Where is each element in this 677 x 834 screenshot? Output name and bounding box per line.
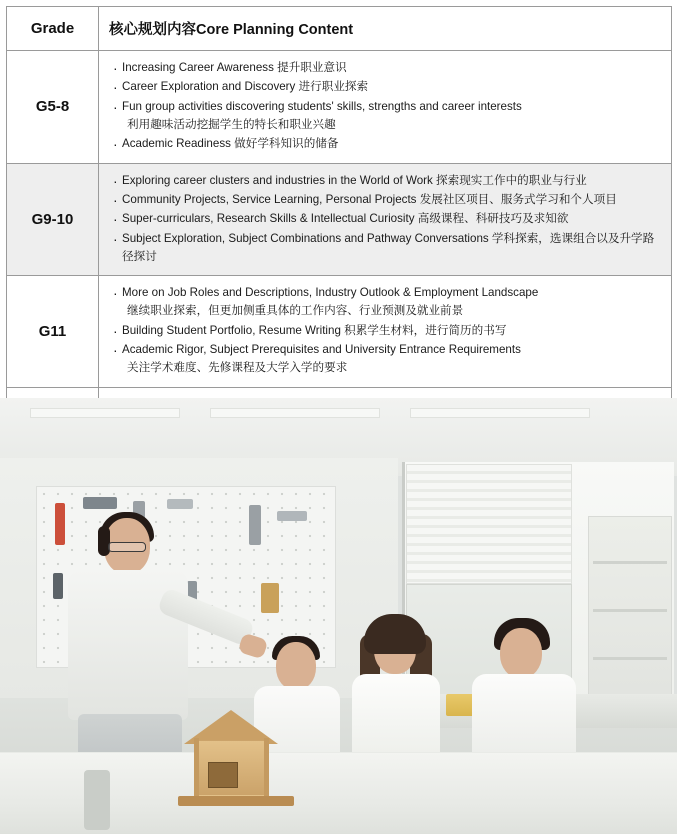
list-item-text: Subject Exploration, Subject Combinations and Pathway Conversations 学科探索，选课组合以及升学路径探讨 — [122, 231, 655, 263]
grade-cell: G5-8 — [7, 51, 99, 164]
content-list — [111, 172, 661, 267]
table-row — [7, 163, 672, 276]
list-item — [111, 341, 661, 378]
classroom-photo — [0, 398, 677, 834]
content-cell — [99, 51, 672, 164]
list-item — [111, 172, 661, 190]
list-item-text: Exploring career clusters and industries in the World of Work 探索现实工作中的职业与行业 — [122, 173, 587, 187]
table-header-row — [7, 7, 672, 51]
glasses-icon — [108, 542, 146, 552]
right-shelving-unit — [588, 516, 672, 712]
table-header — [7, 7, 672, 51]
list-item-text: Academic Readiness 做好学科知识的储备 — [122, 137, 339, 151]
list-item-subtext: 关注学术难度、先修课程及大学入学的要求 — [127, 361, 348, 375]
list-item-text: Building Student Portfolio, Resume Writing 积累学生材料，进行简历的书写 — [122, 323, 507, 337]
list-item-text: Super-curriculars, Research Skills & Intellectual Curiosity 高级课程、科研技巧及求知欲 — [122, 212, 569, 226]
list-item — [111, 230, 661, 267]
content-list — [111, 59, 661, 154]
window-blind — [406, 464, 572, 584]
list-item-text: Career Exploration and Discovery 进行职业探索 — [122, 80, 369, 94]
content-cell — [99, 163, 672, 276]
grade-cell: G11 — [7, 276, 99, 388]
list-item-text: Community Projects, Service Learning, Personal Projects 发展社区项目、服务式学习和个人项目 — [122, 192, 617, 206]
table-row — [7, 51, 672, 164]
list-item — [111, 284, 661, 321]
list-item-text: Fun group activities discovering students' skills, strengths and career interests — [122, 99, 522, 113]
list-item-subtext: 利用趣味活动挖掘学生的特长和职业兴趣 — [127, 117, 336, 131]
list-item-text: Increasing Career Awareness 提升职业意识 — [122, 61, 347, 74]
stool — [84, 770, 110, 830]
table-row — [7, 276, 672, 388]
content-cell — [99, 276, 672, 388]
column-header-core-planning-content: 核心规划内容Core Planning Content — [99, 7, 672, 51]
list-item-subtext: 继续职业探索，但更加侧重具体的工作内容、行业预测及就业前景 — [127, 304, 464, 318]
list-item — [111, 322, 661, 340]
list-item — [111, 210, 661, 228]
list-item-text: Academic Rigor, Subject Prerequisites and University Entrance Requirements — [122, 343, 521, 357]
photo-scene — [0, 398, 677, 834]
list-item — [111, 98, 661, 135]
list-item — [111, 135, 661, 153]
grade-cell: G9-10 — [7, 163, 99, 276]
wooden-model-house-project — [172, 694, 300, 806]
column-header-grade: Grade — [7, 7, 99, 51]
list-item — [111, 191, 661, 209]
content-list — [111, 284, 661, 378]
list-item — [111, 59, 661, 77]
list-item — [111, 78, 661, 96]
list-item-text: More on Job Roles and Descriptions, Industry Outlook & Employment Landscape — [122, 286, 539, 300]
